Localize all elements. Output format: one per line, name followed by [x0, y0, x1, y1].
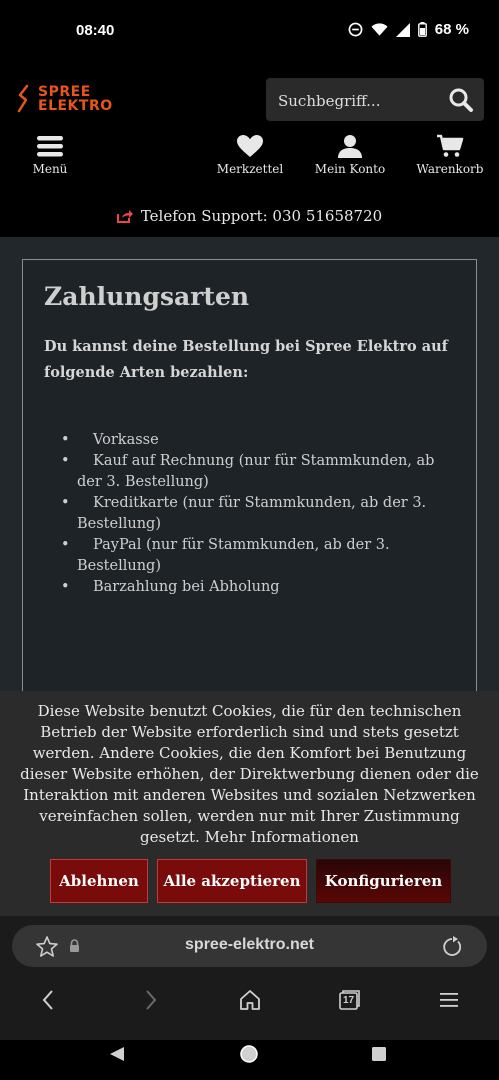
status-icons [348, 21, 469, 38]
logo-mark-icon [16, 84, 32, 114]
list-item: • Vorkasse [77, 430, 453, 451]
forward-arrow-icon[interactable] [138, 988, 162, 1012]
home-icon[interactable] [238, 988, 262, 1012]
hamburger-icon [36, 134, 64, 158]
site-header [0, 62, 499, 237]
system-back-icon[interactable] [108, 1045, 126, 1063]
nav-cart[interactable] [414, 134, 486, 176]
logo-line-2: ELEKTRO [38, 98, 113, 114]
search-icon[interactable] [448, 87, 474, 113]
user-icon [337, 134, 363, 158]
configure-button[interactable]: Konfigurieren [316, 859, 451, 903]
address-bar[interactable] [12, 925, 487, 967]
do-not-disturb-icon [348, 22, 363, 37]
url-text[interactable]: spree-elektro.net [185, 936, 314, 953]
payment-card [22, 259, 477, 699]
system-navigation [0, 1040, 499, 1080]
external-link-icon [117, 209, 133, 223]
nav-account-label: Mein Konto [314, 162, 386, 176]
logo-line-1: SPREE [38, 84, 91, 100]
nav-account[interactable] [314, 134, 386, 176]
cookie-text[interactable]: Diese Website benutzt Cookies, die für den technischen Betrieb der Website erforderlich sind und stets gesetzt werden. Andere Cookies, die den Komfort bei Benutzung dieser Website erhöhen, der Direktwerbung dienen oder die Interaktion mit anderen Websites und sozialen Netzwerken vereinfachen sollen, werden nur mit Ihrer Zustimmung gesetzt. Mehr Informationen [20, 702, 479, 846]
tab-count: 17 [342, 995, 355, 1006]
battery-percent: 68 % [434, 21, 469, 38]
intro-text: Du kannst deine Bestellung bei Spree Elektro auf folgende Arten bezahlen: [44, 338, 448, 381]
back-arrow-icon[interactable] [37, 988, 61, 1012]
cart-icon [436, 134, 464, 158]
system-recents-icon[interactable] [371, 1046, 387, 1062]
payment-methods-list [23, 430, 453, 598]
page-title: Zahlungsarten [44, 282, 250, 311]
accept-all-button[interactable]: Alle akzeptieren [157, 859, 307, 903]
menu-icon[interactable] [437, 988, 461, 1012]
wifi-icon [371, 23, 388, 37]
nav-wishlist[interactable] [216, 134, 284, 176]
nav-menu-label: Menü [32, 162, 68, 176]
browser-toolbar [0, 916, 499, 1040]
signal-icon [396, 23, 410, 37]
search-input[interactable] [276, 78, 440, 123]
content-area [0, 237, 499, 691]
list-item: • PayPal (nur für Stammkunden, ab der 3. Bestellung) [77, 535, 453, 577]
reload-icon[interactable] [441, 936, 463, 958]
search-box [266, 78, 484, 121]
nav-wishlist-label: Merkzettel [216, 162, 284, 176]
support-phone: Telefon Support: 030 51658720 [140, 207, 383, 225]
tabs-button[interactable] [337, 988, 361, 1012]
status-bar [0, 0, 499, 62]
support-line[interactable] [0, 207, 499, 225]
logo-text [38, 85, 113, 113]
nav-cart-label: Warenkorb [416, 162, 484, 176]
heart-icon [236, 134, 264, 158]
list-item: • Kreditkarte (nur für Stammkunden, ab der 3. Bestellung) [77, 493, 453, 535]
status-time: 08:40 [76, 22, 115, 39]
battery-icon [418, 22, 427, 37]
system-home-icon[interactable] [239, 1044, 259, 1064]
cookie-banner [0, 691, 499, 916]
nav-menu[interactable] [26, 134, 74, 176]
logo[interactable] [16, 84, 113, 114]
decline-button[interactable]: Ablehnen [50, 859, 148, 903]
list-item: • Barzahlung bei Abholung [77, 577, 453, 598]
list-item: • Kauf auf Rechnung (nur für Stammkunden, ab der 3. Bestellung) [77, 451, 453, 493]
